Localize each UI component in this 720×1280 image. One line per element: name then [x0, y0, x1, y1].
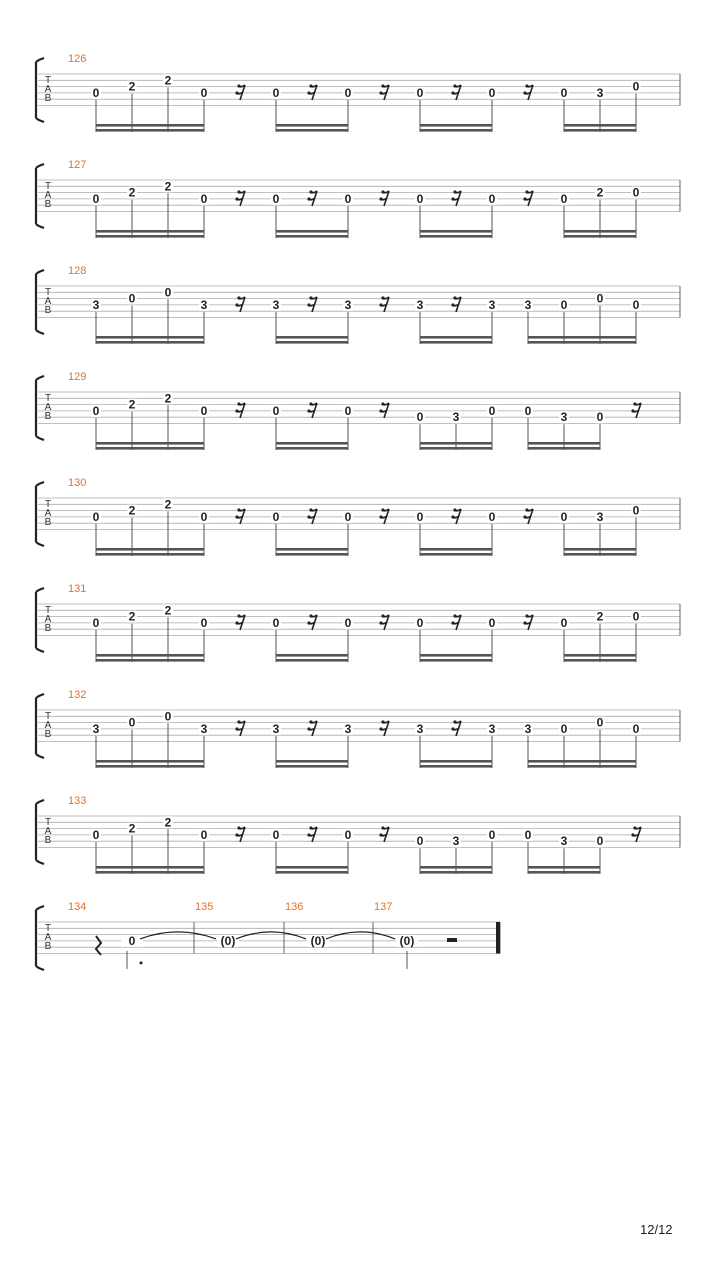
rest-dot: [525, 614, 528, 617]
rest-dot: [307, 727, 310, 730]
fret-number: 3: [416, 721, 424, 736]
fret-number: 0: [344, 827, 352, 842]
rest-dot: [307, 409, 310, 412]
tab-clef-letter: T: [44, 923, 52, 934]
fret-number: 0: [200, 403, 208, 418]
fret-number: (0): [310, 933, 326, 948]
rest-dot: [451, 727, 454, 730]
tab-system: [36, 689, 680, 768]
rest-dot: [235, 727, 238, 730]
rest-dot: [523, 197, 526, 200]
fret-number: 3: [452, 410, 460, 425]
fret-number: 0: [488, 615, 496, 630]
rest-dot: [235, 197, 238, 200]
fret-number: 2: [164, 73, 172, 88]
beam: [96, 447, 204, 450]
beam: [276, 659, 348, 662]
tab-clef-letter: B: [44, 517, 52, 528]
fret-number: 0: [200, 191, 208, 206]
rest-dot: [631, 833, 634, 836]
rest-dot: [381, 296, 384, 299]
beam: [528, 765, 636, 768]
tab-system: [36, 159, 680, 238]
fret-number: 0: [632, 79, 640, 94]
beam: [276, 765, 348, 768]
page-number: 12/12: [640, 1222, 673, 1237]
tab-clef-letter: B: [44, 305, 52, 316]
beam: [276, 548, 348, 551]
fret-number: 2: [164, 497, 172, 512]
rest-dot: [523, 91, 526, 94]
beam: [96, 124, 204, 127]
fret-number: 2: [128, 609, 136, 624]
fret-number: 3: [200, 721, 208, 736]
rest-dot: [631, 409, 634, 412]
fret-number: 3: [596, 85, 604, 100]
fret-number: 2: [128, 79, 136, 94]
fret-number: 0: [92, 403, 100, 418]
beam: [420, 235, 492, 238]
rest-dot: [523, 515, 526, 518]
rest-dot: [381, 84, 384, 87]
fret-number: 0: [92, 85, 100, 100]
tie: [140, 932, 216, 939]
beam: [96, 341, 204, 344]
system-bracket: [36, 58, 44, 122]
dotted-duration: [140, 961, 143, 964]
fret-number: 0: [200, 827, 208, 842]
system-bracket: [36, 588, 44, 652]
tab-clef-letter: B: [44, 93, 52, 104]
rest-dot: [379, 727, 382, 730]
measure-number: 132: [68, 689, 87, 701]
fret-number: 2: [164, 391, 172, 406]
fret-number: 0: [488, 403, 496, 418]
fret-number: 3: [560, 410, 568, 425]
rest-dot: [525, 190, 528, 193]
system-bracket: [36, 376, 44, 440]
fret-number: 0: [92, 191, 100, 206]
system-bracket: [36, 482, 44, 546]
beam: [276, 124, 348, 127]
rest-dot: [237, 402, 240, 405]
rest-dot: [379, 197, 382, 200]
fret-number: 0: [416, 834, 424, 849]
beam: [96, 553, 204, 556]
measure-number: 129: [68, 371, 87, 383]
fret-number: 0: [200, 85, 208, 100]
rest-dot: [307, 197, 310, 200]
fret-number: 2: [128, 397, 136, 412]
beam: [528, 336, 636, 339]
final-barline: [496, 922, 500, 954]
rest-dot: [309, 508, 312, 511]
tab-clef-letter: A: [44, 932, 52, 943]
tab-clef-letter: B: [44, 623, 52, 634]
beam: [96, 336, 204, 339]
fret-number: 0: [272, 615, 280, 630]
fret-number: 0: [164, 709, 172, 724]
fret-number: 3: [452, 834, 460, 849]
rest-dot: [379, 91, 382, 94]
beam: [276, 336, 348, 339]
fret-number: 3: [596, 509, 604, 524]
fret-number: 0: [344, 615, 352, 630]
rest-dot: [309, 84, 312, 87]
tab-clef-letter: A: [44, 296, 52, 307]
tab-system-final: [36, 901, 500, 970]
measure-number: 134: [68, 901, 87, 913]
system-bracket: [36, 906, 44, 970]
fret-number: 0: [200, 509, 208, 524]
half-rest: [447, 938, 457, 942]
beam: [276, 341, 348, 344]
fret-number: 0: [92, 615, 100, 630]
rest-dot: [379, 409, 382, 412]
tab-clef-letter: A: [44, 826, 52, 837]
rest-dot: [237, 508, 240, 511]
beam: [276, 866, 348, 869]
beam: [420, 230, 492, 233]
rest-dot: [237, 84, 240, 87]
fret-number: 3: [524, 297, 532, 312]
fret-number: 0: [632, 721, 640, 736]
beam: [420, 124, 492, 127]
fret-number: 0: [344, 191, 352, 206]
tab-system: [36, 583, 680, 662]
rest-dot: [307, 303, 310, 306]
beam: [96, 235, 204, 238]
beam: [276, 230, 348, 233]
rest-dot: [451, 621, 454, 624]
rest-dot: [381, 614, 384, 617]
fret-number: 0: [488, 827, 496, 842]
tab-clef-letter: T: [44, 711, 52, 722]
beam: [96, 871, 204, 874]
rest-dot: [309, 826, 312, 829]
rest-dot: [235, 303, 238, 306]
tab-clef-letter: A: [44, 720, 52, 731]
beam: [96, 654, 204, 657]
fret-number: 3: [200, 297, 208, 312]
rest-dot: [525, 84, 528, 87]
rest-dot: [633, 826, 636, 829]
tab-clef-letter: A: [44, 84, 52, 95]
tab-clef-letter: A: [44, 614, 52, 625]
tab-clef-letter: T: [44, 287, 52, 298]
fret-number: 0: [596, 410, 604, 425]
fret-number: 2: [128, 821, 136, 836]
beam: [276, 129, 348, 132]
beam: [276, 447, 348, 450]
rest-dot: [309, 720, 312, 723]
measure-number: 128: [68, 265, 87, 277]
fret-number: 0: [200, 615, 208, 630]
tab-system: [36, 795, 680, 874]
beam: [96, 442, 204, 445]
beam: [420, 765, 492, 768]
rest-dot: [451, 197, 454, 200]
rest-dot: [309, 614, 312, 617]
beam: [96, 548, 204, 551]
rest-dot: [235, 833, 238, 836]
fret-number: 0: [560, 509, 568, 524]
rest-dot: [453, 84, 456, 87]
rest-dot: [237, 720, 240, 723]
beam: [420, 336, 492, 339]
fret-number: 0: [344, 85, 352, 100]
tab-clef-letter: B: [44, 941, 52, 952]
tie: [236, 932, 306, 939]
fret-number: 0: [488, 191, 496, 206]
fret-number: 3: [92, 297, 100, 312]
rest-dot: [309, 190, 312, 193]
fret-number: 0: [164, 285, 172, 300]
rest-dot: [307, 91, 310, 94]
rest-dot: [453, 508, 456, 511]
beam: [96, 866, 204, 869]
fret-number: 0: [416, 191, 424, 206]
rest-dot: [453, 296, 456, 299]
tab-clef-letter: B: [44, 199, 52, 210]
fret-number: 0: [632, 609, 640, 624]
fret-number: 0: [488, 509, 496, 524]
fret-number: 0: [344, 403, 352, 418]
fret-number: 0: [632, 503, 640, 518]
tab-system: [36, 53, 680, 132]
fret-number: 0: [128, 933, 136, 948]
fret-number: 2: [128, 503, 136, 518]
rest-dot: [381, 190, 384, 193]
rest-dot: [381, 826, 384, 829]
tab-system: [36, 265, 680, 344]
beam: [276, 871, 348, 874]
tab-clef-letter: T: [44, 393, 52, 404]
fret-number: 2: [596, 185, 604, 200]
measure-number: 127: [68, 159, 87, 171]
tab-clef-letter: T: [44, 499, 52, 510]
tab-clef-letter: A: [44, 402, 52, 413]
fret-number: 3: [344, 297, 352, 312]
beam: [276, 553, 348, 556]
fret-number: 0: [560, 85, 568, 100]
beam: [96, 765, 204, 768]
fret-number: 0: [416, 509, 424, 524]
rest-dot: [379, 621, 382, 624]
quarter-rest: [96, 936, 101, 955]
rest-dot: [381, 720, 384, 723]
beam: [420, 654, 492, 657]
rest-dot: [379, 303, 382, 306]
tab-system: [36, 371, 680, 450]
fret-number: 3: [272, 297, 280, 312]
tab-clef-letter: T: [44, 605, 52, 616]
fret-number: 3: [524, 721, 532, 736]
beam: [276, 235, 348, 238]
rest-dot: [235, 621, 238, 624]
fret-number: 0: [272, 191, 280, 206]
beam: [420, 659, 492, 662]
beam: [276, 654, 348, 657]
tab-clef-letter: A: [44, 190, 52, 201]
measure-number: 130: [68, 477, 87, 489]
fret-number: 0: [128, 291, 136, 306]
tab-clef-letter: T: [44, 181, 52, 192]
tab-clef-letter: T: [44, 75, 52, 86]
rest-dot: [309, 296, 312, 299]
fret-number: 0: [416, 85, 424, 100]
measure-number: 133: [68, 795, 87, 807]
fret-number: 0: [560, 297, 568, 312]
rest-dot: [451, 91, 454, 94]
fret-number: 0: [416, 410, 424, 425]
rest-dot: [633, 402, 636, 405]
fret-number: (0): [399, 933, 415, 948]
fret-number: 3: [488, 297, 496, 312]
rest-dot: [235, 515, 238, 518]
beam: [528, 760, 636, 763]
system-bracket: [36, 800, 44, 864]
fret-number: 0: [92, 827, 100, 842]
fret-number: 0: [596, 834, 604, 849]
fret-number: 3: [560, 834, 568, 849]
fret-number: 2: [164, 815, 172, 830]
system-bracket: [36, 164, 44, 228]
rest-dot: [307, 515, 310, 518]
rest-dot: [525, 508, 528, 511]
beam: [420, 548, 492, 551]
tab-clef-letter: B: [44, 411, 52, 422]
rest-dot: [307, 621, 310, 624]
fret-number: 0: [344, 509, 352, 524]
fret-number: 0: [560, 615, 568, 630]
beam: [420, 760, 492, 763]
tie: [326, 932, 395, 939]
tab-clef-letter: T: [44, 817, 52, 828]
fret-number: 0: [488, 85, 496, 100]
fret-number: 2: [164, 179, 172, 194]
beam: [96, 659, 204, 662]
fret-number: 3: [344, 721, 352, 736]
fret-number: 0: [272, 403, 280, 418]
rest-dot: [307, 833, 310, 836]
measure-number: 126: [68, 53, 87, 65]
rest-dot: [451, 515, 454, 518]
beam: [528, 341, 636, 344]
fret-number: 3: [416, 297, 424, 312]
fret-number: (0): [220, 933, 236, 948]
rest-dot: [309, 402, 312, 405]
fret-number: 0: [92, 509, 100, 524]
fret-number: 0: [596, 291, 604, 306]
rest-dot: [523, 621, 526, 624]
beam: [420, 129, 492, 132]
fret-number: 3: [92, 721, 100, 736]
rest-dot: [451, 303, 454, 306]
rest-dot: [453, 720, 456, 723]
fret-number: 0: [632, 297, 640, 312]
beam: [420, 553, 492, 556]
rest-dot: [237, 190, 240, 193]
rest-dot: [453, 614, 456, 617]
rest-dot: [237, 826, 240, 829]
fret-number: 3: [272, 721, 280, 736]
fret-number: 0: [632, 185, 640, 200]
rest-dot: [235, 409, 238, 412]
fret-number: 0: [524, 403, 532, 418]
fret-number: 0: [524, 827, 532, 842]
tab-clef-letter: B: [44, 835, 52, 846]
measure-number: 136: [285, 901, 304, 913]
fret-number: 3: [488, 721, 496, 736]
fret-number: 0: [128, 715, 136, 730]
beam: [420, 341, 492, 344]
tab-clef-letter: A: [44, 508, 52, 519]
fret-number: 0: [560, 191, 568, 206]
beam: [96, 760, 204, 763]
fret-number: 0: [596, 715, 604, 730]
rest-dot: [381, 508, 384, 511]
fret-number: 0: [272, 827, 280, 842]
rest-dot: [237, 614, 240, 617]
rest-dot: [381, 402, 384, 405]
fret-number: 0: [272, 509, 280, 524]
beam: [276, 442, 348, 445]
fret-number: 2: [596, 609, 604, 624]
rest-dot: [237, 296, 240, 299]
beam: [96, 129, 204, 132]
measure-number: 131: [68, 583, 87, 595]
measure-number: 137: [374, 901, 393, 913]
rest-dot: [379, 833, 382, 836]
rest-dot: [235, 91, 238, 94]
rest-dot: [453, 190, 456, 193]
fret-number: 2: [128, 185, 136, 200]
beam: [276, 760, 348, 763]
measure-number: 135: [195, 901, 214, 913]
system-bracket: [36, 270, 44, 334]
fret-number: 0: [560, 721, 568, 736]
fret-number: 0: [272, 85, 280, 100]
tab-clef-letter: B: [44, 729, 52, 740]
tab-system: [36, 477, 680, 556]
fret-number: 0: [416, 615, 424, 630]
system-bracket: [36, 694, 44, 758]
fret-number: 2: [164, 603, 172, 618]
beam: [96, 230, 204, 233]
rest-dot: [379, 515, 382, 518]
